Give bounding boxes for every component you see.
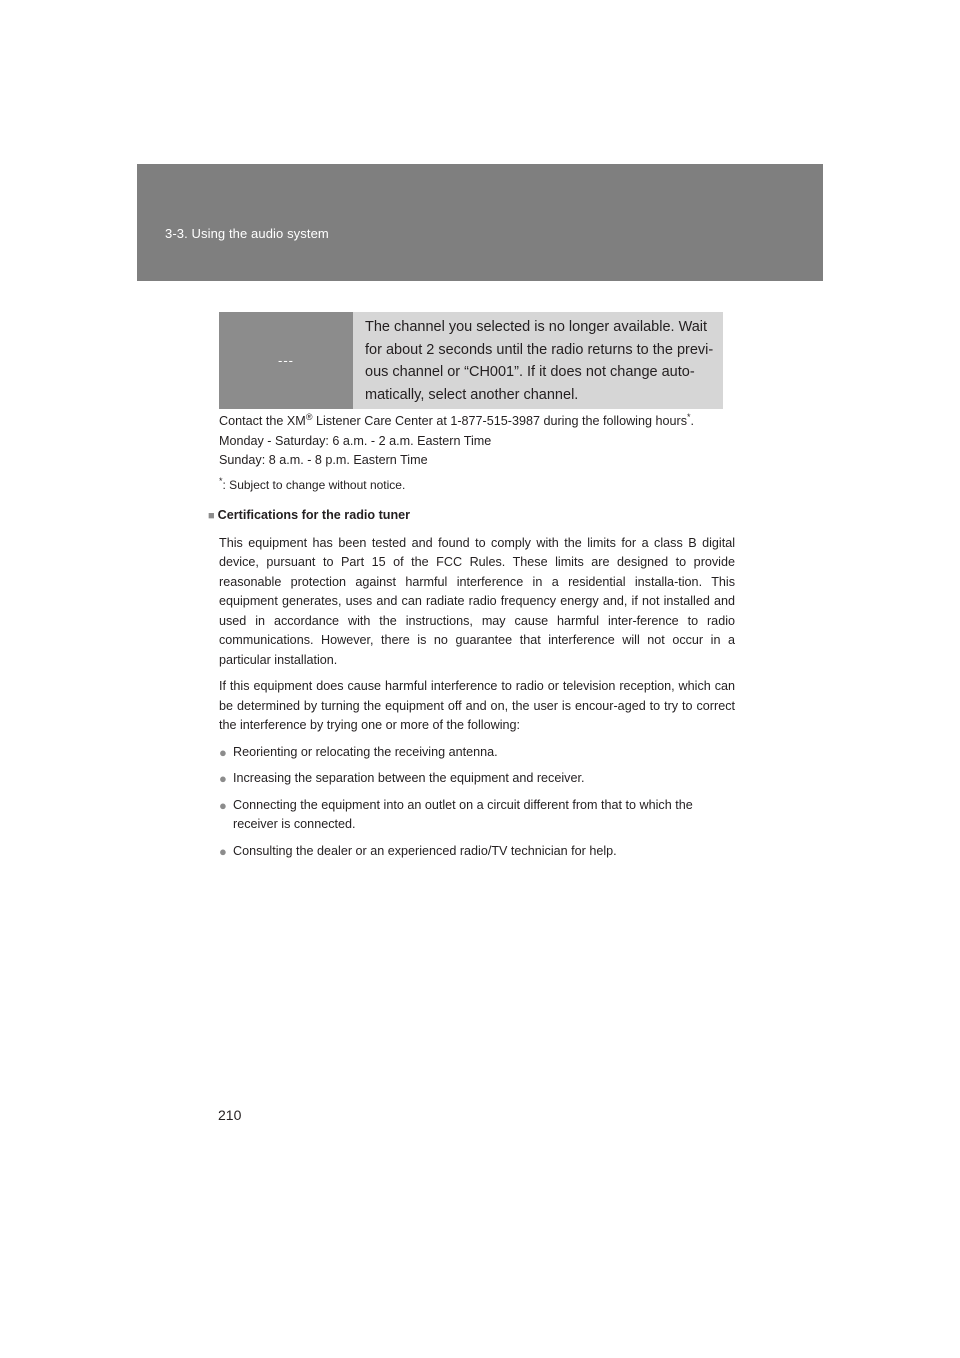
square-bullet-icon: ■ [208, 510, 215, 522]
list-item [219, 796, 735, 835]
contact-paragraph [219, 412, 735, 432]
status-description-cell: The channel you selected is no longer available. Wait for about 2 seconds until the radio returns to the previ-ous channel or “CH001”. If it does not change auto-matically, select another channel. [353, 312, 723, 409]
certification-heading [208, 506, 735, 527]
list-item-text: Increasing the separation between the equipment and receiver. [233, 771, 585, 785]
status-table [219, 312, 723, 409]
contact-text-post: Listener Care Center at 1-877-515-3987 during the following hours [312, 414, 687, 428]
list-item-text: Reorienting or relocating the receiving antenna. [233, 744, 498, 759]
certification-heading-text: Certifications for the radio tuner [217, 508, 411, 522]
list-item [219, 842, 735, 862]
header-band [137, 164, 823, 281]
hours-weekday: Monday - Saturday: 6 a.m. - 2 a.m. Eastern Time [219, 433, 492, 448]
page-number: 210 [218, 1107, 242, 1123]
footnote-text: : Subject to change without notice. [222, 477, 406, 492]
certification-paragraph-1: This equipment has been tested and found to comply with the limits for a class B digital device, pursuant to Part 15 of the FCC Rules. These limits are designed to provide reasonable protection against harmful interference in a residential installa-tion. This equipment generates, uses and can radiate radio frequency energy and, if not installed and used in accordance with the instructions, may cause harmful inter-ference to radio communications. However, there is no guarantee that interference will not occur in a particular installation. [219, 535, 735, 667]
circle-bullet-icon: ● [219, 797, 227, 813]
list-item-text: Connecting the equipment into an outlet on a circuit different from that to which the receiver is connected. [233, 797, 693, 831]
list-item [219, 743, 735, 763]
contact-text-pre: Contact the XM [219, 414, 306, 428]
status-code-cell: --- [219, 312, 353, 409]
registered-mark: ® [305, 411, 313, 422]
page-content [208, 411, 735, 861]
certification-paragraph-2: If this equipment does cause harmful interference to radio or television reception, which can be determined by turning the equipment off and on, the user is encour-aged to try to correct the interference by trying one or more of the following: [219, 679, 735, 732]
footnote [219, 476, 735, 496]
contact-period: . [690, 414, 695, 428]
circle-bullet-icon: ● [219, 744, 227, 760]
asterisk-mark: * [687, 411, 691, 422]
circle-bullet-icon: ● [219, 771, 227, 786]
list-item-text: Consulting the dealer or an experienced radio/TV technician for help. [233, 843, 617, 858]
footnote-asterisk: * [219, 475, 223, 486]
section-title: 3-3. Using the audio system [165, 226, 329, 241]
circle-bullet-icon: ● [219, 843, 227, 859]
list-item [219, 769, 735, 789]
hours-sunday: Sunday: 8 a.m. - 8 p.m. Eastern Time [219, 453, 428, 467]
